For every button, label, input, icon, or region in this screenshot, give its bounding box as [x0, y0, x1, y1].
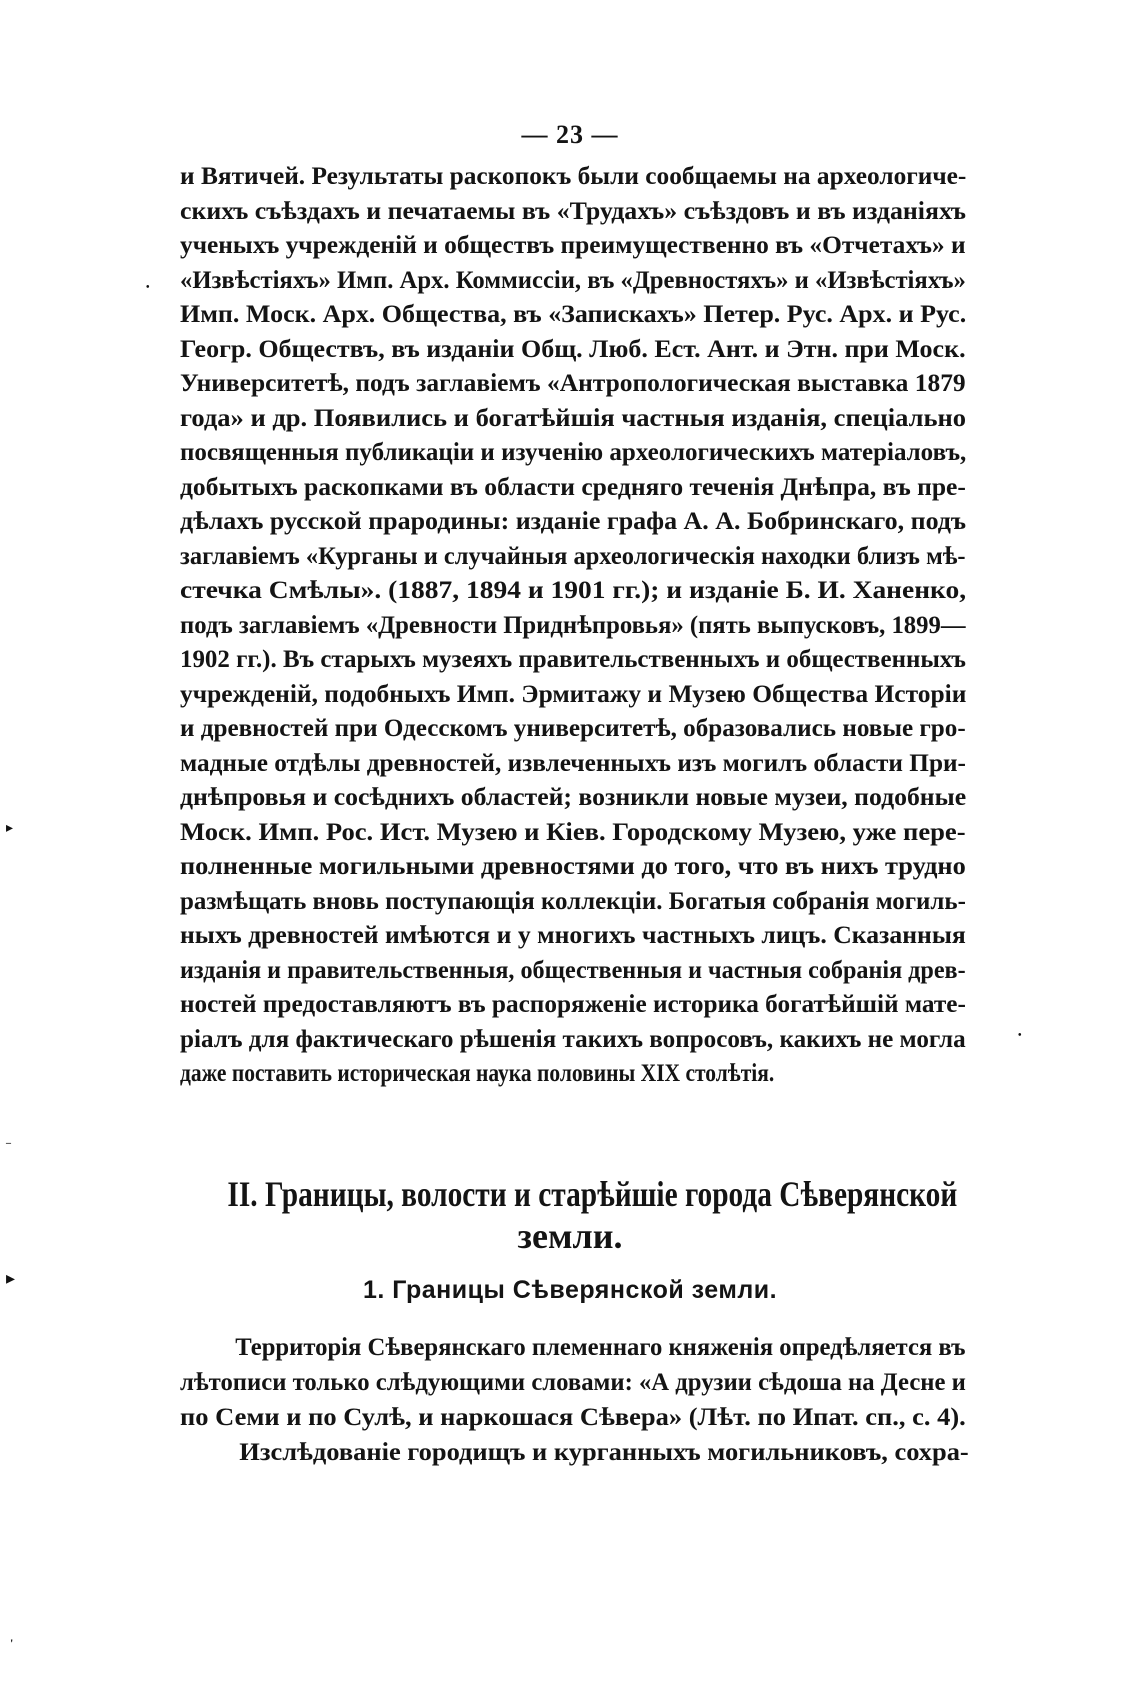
- text-line: Моск. Имп. Рос. Ист. Музею и Кіев. Городскому Музею, уже пере-: [180, 818, 966, 846]
- text-line: ностей предоставляютъ въ распоряженіе историка богатѣйшій мате-: [180, 991, 966, 1018]
- text-line: по Семи и по Сулѣ, и наркошася Сѣвера» (Лѣт. по Ипат. сп., с. 4).: [180, 1404, 966, 1431]
- text-line: подъ заглавіемъ «Древности Приднѣпровья» (пять выпусковъ, 1899—: [180, 611, 966, 639]
- text-line: 1902 гг.). Въ старыхъ музеяхъ правительственныхъ и общественныхъ: [180, 646, 966, 673]
- subsection-heading: 1. Границы Сѣверянской земли.: [362, 1276, 778, 1304]
- text-line: ныхъ древностей имѣются и у многихъ частныхъ лицъ. Сказанныя: [180, 922, 966, 949]
- text-line: посвященныя публикаціи и изученію археологическихъ матеріаловъ,: [180, 439, 967, 466]
- text-line: мадные отдѣлы древностей, извлеченныхъ изъ могилъ области При-: [180, 749, 966, 777]
- scan-speck-mark: ': [10, 1636, 14, 1650]
- section-heading-line: II. Границы, волости и старѣйшіе города Сѣверянской: [227, 1174, 958, 1214]
- text-line: стечка Смѣлы». (1887, 1894 и 1901 гг.); и изданіе Б. И. Ханенко,: [180, 577, 967, 604]
- text-line: даже поставить историческая наука половины XIX столѣтія.: [180, 1060, 775, 1087]
- scan-speck-mark: ▸: [6, 821, 14, 836]
- scan-speck-mark: •: [146, 282, 150, 293]
- section-heading: [150, 1173, 990, 1257]
- text-line: и Вятичей. Результаты раскопокъ были сообщаемы на археологиче-: [180, 163, 967, 190]
- scan-speck-mark: ▸: [6, 1268, 16, 1288]
- text-line: года» и др. Появились и богатѣйшія частныя изданія, спеціально: [180, 404, 967, 432]
- text-line: Университетѣ, подъ заглавіемъ «Антропологическая выставка 1879: [180, 370, 966, 397]
- text-line: учрежденій, подобныхъ Имп. Эрмитажу и Музею Общества Исторіи: [180, 680, 967, 708]
- text-line: полненные могильными древностями до того, что въ нихъ трудно: [180, 853, 966, 880]
- text-line: скихъ съѣздахъ и печатаемы въ «Трудахъ» съѣздовъ и въ изданіяхъ: [180, 197, 966, 225]
- text-line: лѣтописи только слѣдующими словами: «А друзии сѣдоша на Десне и: [180, 1369, 966, 1396]
- text-line: «Извѣстіяхъ» Имп. Арх. Коммиссіи, въ «Древностяхъ» и «Извѣстіяхъ»: [180, 266, 966, 294]
- text-line: ученыхъ учрежденій и обществъ преимущественно въ «Отчетахъ» и: [180, 232, 966, 259]
- text-line: Территорія Сѣверянскаго племеннаго княженія опредѣляется въ: [235, 1334, 966, 1361]
- text-line: изданія и правительственныя, общественныя и частныя собранія древ-: [180, 956, 966, 984]
- body-paragraph: [180, 160, 966, 1092]
- text-line: Имп. Моск. Арх. Общества, въ «Запискахъ» Петер. Рус. Арх. и Рус.: [180, 301, 967, 328]
- text-line: добытыхъ раскопками въ области средняго теченія Днѣпра, въ пре-: [180, 473, 966, 501]
- page-number: — 23 —: [521, 120, 619, 149]
- text-line: днѣпровья и сосѣднихъ областей; возникли новые музеи, подобные: [180, 784, 967, 811]
- text-line: Геогр. Обществъ, въ изданіи Общ. Люб. Ест. Ант. и Этн. при Моск.: [180, 335, 966, 363]
- section-paragraph: [180, 1330, 969, 1470]
- text-line: заглавіемъ «Курганы и случайныя археологическія находки близъ мѣ-: [180, 542, 966, 570]
- section-heading-line: земли.: [517, 1216, 623, 1256]
- text-line: ріалъ для фактическаго рѣшенія такихъ вопросовъ, какихъ не могла: [180, 1025, 966, 1053]
- text-line: дѣлахъ русской прародины: изданіе графа А. А. Бобринскаго, подъ: [180, 508, 967, 535]
- text-line: Изслѣдованіе городищъ и курганныхъ могильниковъ, сохра-: [239, 1439, 969, 1466]
- text-line: и древностей при Одесскомъ университетѣ, образовались новые гро-: [180, 715, 966, 742]
- scan-speck-mark: –: [6, 1138, 11, 1149]
- text-line: размѣщать вновь поступающія коллекціи. Богатыя собранія могиль-: [180, 887, 966, 915]
- scan-speck-mark: •: [1018, 1030, 1022, 1041]
